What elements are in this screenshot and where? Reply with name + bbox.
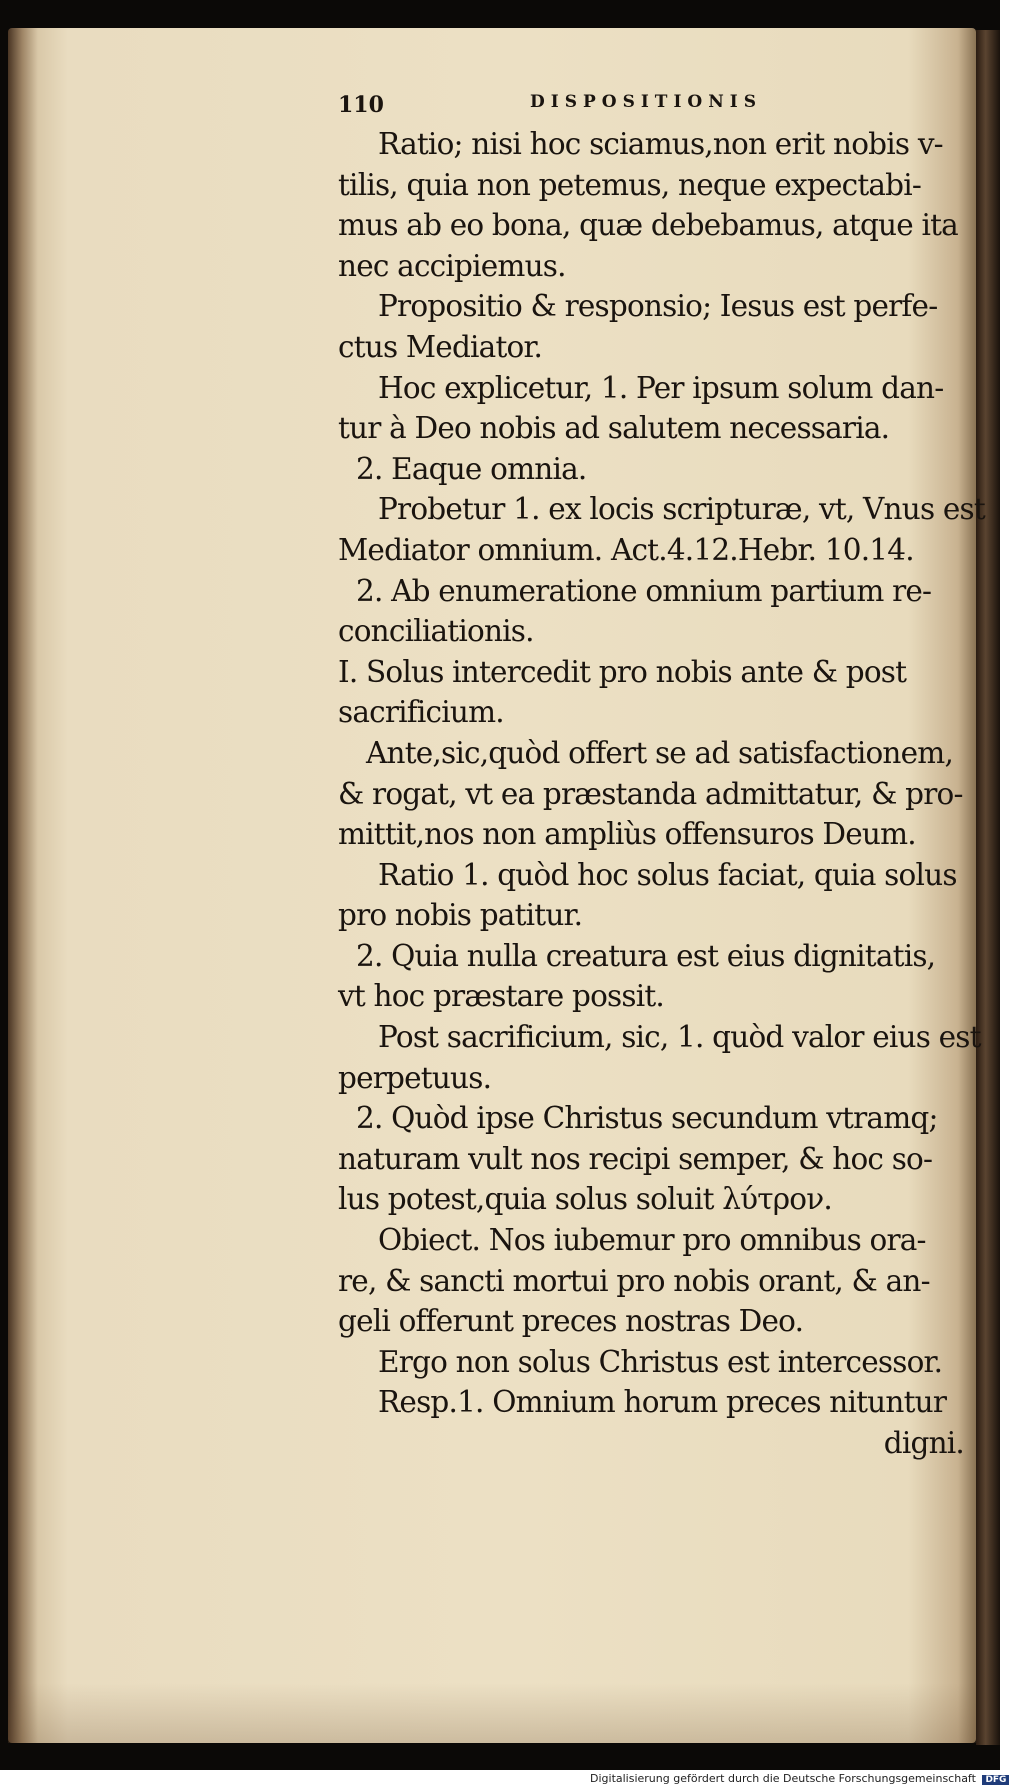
dfg-logo: DFG [982, 1775, 1009, 1785]
text-line: 2. Eaque omnia. [356, 451, 587, 486]
text-line: nec accipiemus. [338, 248, 566, 283]
text-line: Resp.1. Omnium horum preces nituntur [378, 1385, 947, 1420]
page-number: 110 [338, 92, 384, 118]
text-line: lus potest,quia solus soluit λύτρον. [338, 1182, 832, 1217]
text-line: geli offerunt preces nostras Deo. [338, 1304, 804, 1339]
text-line: Mediator omnium. Act.4.12.Hebr. 10.14. [338, 532, 914, 567]
digitization-credit [590, 1772, 1007, 1788]
running-header [338, 86, 970, 120]
page-text [338, 124, 985, 1464]
text-line: sacrificium. [338, 695, 504, 730]
text-line: & rogat, vt ea præstanda admittatur, & pro- [338, 776, 963, 811]
text-line: Ergo non solus Christus est intercessor. [378, 1344, 943, 1379]
text-line: I. Solus intercedit pro nobis ante & post [338, 654, 907, 689]
text-line: Post sacrificium, sic, 1. quòd valor eius est [378, 1020, 981, 1055]
text-line: mittit,nos non ampliùs offensuros Deum. [338, 817, 916, 852]
text-line: Ante,sic,quòd offert se ad satisfactionem, [366, 735, 954, 770]
credit-text: Digitalisierung gefördert durch die Deutsche Forschungsgemeinschaft [590, 1772, 976, 1785]
text-line: vt hoc præstare possit. [338, 979, 664, 1014]
text-line: 2. Ab enumeratione omnium partium re- [356, 573, 932, 608]
text-line: Obiect. Nos iubemur pro omnibus ora- [378, 1223, 926, 1258]
text-line: Hoc explicetur, 1. Per ipsum solum dan- [378, 370, 944, 405]
text-line: conciliationis. [338, 614, 534, 649]
text-line: naturam vult nos recipi semper, & hoc so- [338, 1141, 933, 1176]
text-line: tur à Deo nobis ad salutem necessaria. [338, 411, 890, 446]
text-line: ctus Mediator. [338, 329, 543, 364]
text-line: 2. Quòd ipse Christus secundum vtramq; [356, 1101, 938, 1136]
text-line: mus ab eo bona, quæ debebamus, atque ita [338, 208, 958, 243]
text-line: Ratio 1. quòd hoc solus faciat, quia solus [378, 857, 957, 892]
text-line: re, & sancti mortui pro nobis orant, & an- [338, 1263, 930, 1298]
text-line: Ratio; nisi hoc sciamus,non erit nobis v- [378, 127, 943, 161]
text-line: Probetur 1. ex locis scripturæ, vt, Vnus est [378, 492, 985, 527]
text-line: tilis, quia non petemus, neque expectabi- [338, 167, 922, 202]
text-line: Propositio & responsio; Iesus est perfe- [378, 289, 938, 324]
text-line: 2. Quia nulla creatura est eius dignitatis, [356, 938, 936, 973]
book-edge [976, 30, 1000, 1745]
text-line: pro nobis patitur. [338, 898, 583, 933]
text-line: perpetuus. [338, 1060, 492, 1095]
catchword: digni. [883, 1426, 964, 1460]
running-title: DISPOSITIONIS [530, 92, 762, 112]
